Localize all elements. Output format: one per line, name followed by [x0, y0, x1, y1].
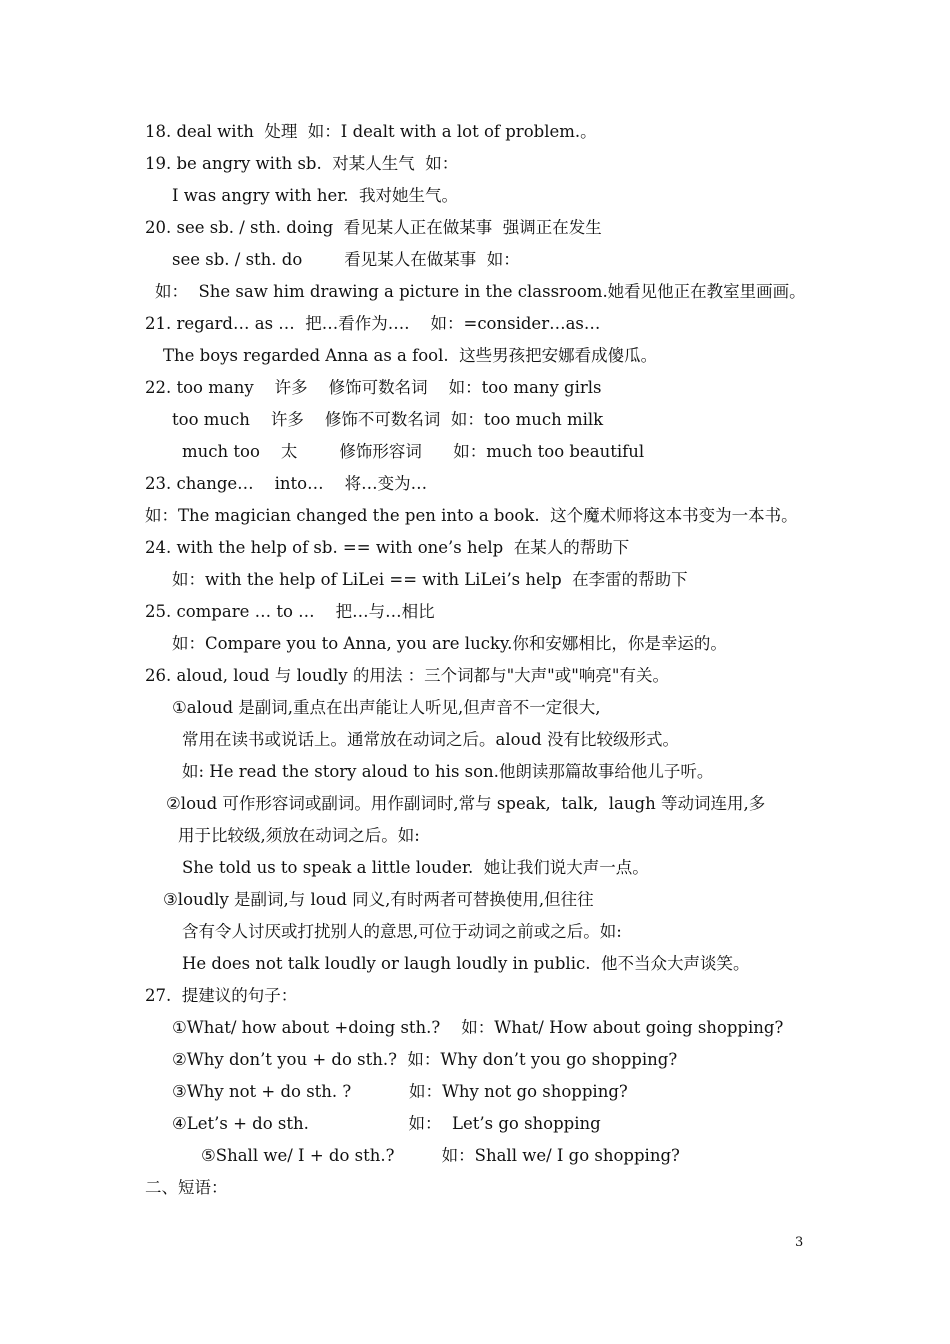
item-26-loud: ②loud 可作形容词或副词。用作副词时,常与 speak, talk, laugh 等动词连用,多 — [166, 794, 766, 813]
item-24: 24. with the help of sb. == with one’s help 在某人的帮助下 — [145, 538, 630, 557]
item-27-why-not: ③Why not + do sth. ? 如：Why not go shopping? — [172, 1082, 628, 1101]
item-21: 21. regard… as … 把…看作为…. 如：=consider…as… — [145, 314, 601, 333]
item-26-aloud-usage: 常用在读书或说话上。通常放在动词之后。aloud 没有比较级形式。 — [182, 730, 679, 749]
item-22-too-much: too much 许多 修饰不可数名词 如：too much milk — [172, 410, 604, 429]
item-27-what-about: ①What/ how about +doing sth.? 如：What/ How about going shopping? — [172, 1018, 784, 1037]
item-23: 23. change… into… 将…变为… — [145, 474, 428, 493]
item-20: 20. see sb. / sth. doing 看见某人正在做某事 强调正在发生 — [145, 218, 602, 237]
item-26-loudly-example: He does not talk loudly or laugh loudly in public. 他不当众大声谈笑。 — [182, 954, 750, 973]
item-19-example: I was angry with her. 我对她生气。 — [172, 186, 459, 205]
item-26: 26. aloud, loud 与 loudly 的用法 ：三个词都与"大声"或"响亮"有关。 — [145, 666, 669, 685]
item-23-example: 如：The magician changed the pen into a book. 这个魔术师将这本书变为一本书。 — [145, 506, 798, 525]
item-22: 22. too many 许多 修饰可数名词 如：too many girls — [145, 378, 602, 397]
item-20-example: 如： She saw him drawing a picture in the classroom.她看见他正在教室里画画。 — [155, 282, 806, 301]
item-26-loud-usage: 用于比较级,须放在动词之后。如: — [178, 826, 420, 845]
item-25-example: 如：Compare you to Anna, you are lucky.你和安娜相比，你是幸运的。 — [172, 634, 727, 653]
item-27-lets: ④Let’s + do sth. 如： Let’s go shopping — [172, 1114, 601, 1133]
item-24-example: 如：with the help of LiLei == with LiLei’s help 在李雷的帮助下 — [172, 570, 688, 589]
item-26-aloud: ①aloud 是副词,重点在出声能让人听见,但声音不一定很大, — [172, 698, 601, 717]
section-heading-phrases: 二、短语： — [145, 1178, 228, 1197]
page-number: 3 — [795, 1235, 804, 1250]
item-22-much-too: much too 太 修饰形容词 如：much too beautiful — [182, 442, 645, 461]
item-26-aloud-example: 如: He read the story aloud to his son.他朗读那篇故事给他儿子听。 — [182, 762, 714, 781]
item-20-variant: see sb. / sth. do 看见某人在做某事 如： — [172, 250, 520, 269]
item-21-example: The boys regarded Anna as a fool. 这些男孩把安娜看成傻瓜。 — [163, 346, 658, 365]
item-27: 27. 提建议的句子： — [145, 986, 298, 1005]
item-26-loud-example: She told us to speak a little louder. 她让我们说大声一点。 — [182, 858, 649, 877]
item-25: 25. compare … to … 把…与…相比 — [145, 602, 435, 621]
item-26-loudly-usage: 含有令人讨厌或打扰别人的意思,可位于动词之前或之后。如: — [182, 922, 622, 941]
item-19: 19. be angry with sb. 对某人生气 如： — [145, 154, 459, 173]
item-18: 18. deal with 处理 如：I dealt with a lot of problem.。 — [145, 122, 597, 141]
item-27-shall-we: ⑤Shall we/ I + do sth.? 如：Shall we/ I go shopping? — [201, 1146, 680, 1165]
item-27-why-dont-you: ②Why don’t you + do sth.? 如：Why don’t you go shopping? — [172, 1050, 678, 1069]
item-26-loudly: ③loudly 是副词,与 loud 同义,有时两者可替换使用,但往往 — [163, 890, 594, 909]
